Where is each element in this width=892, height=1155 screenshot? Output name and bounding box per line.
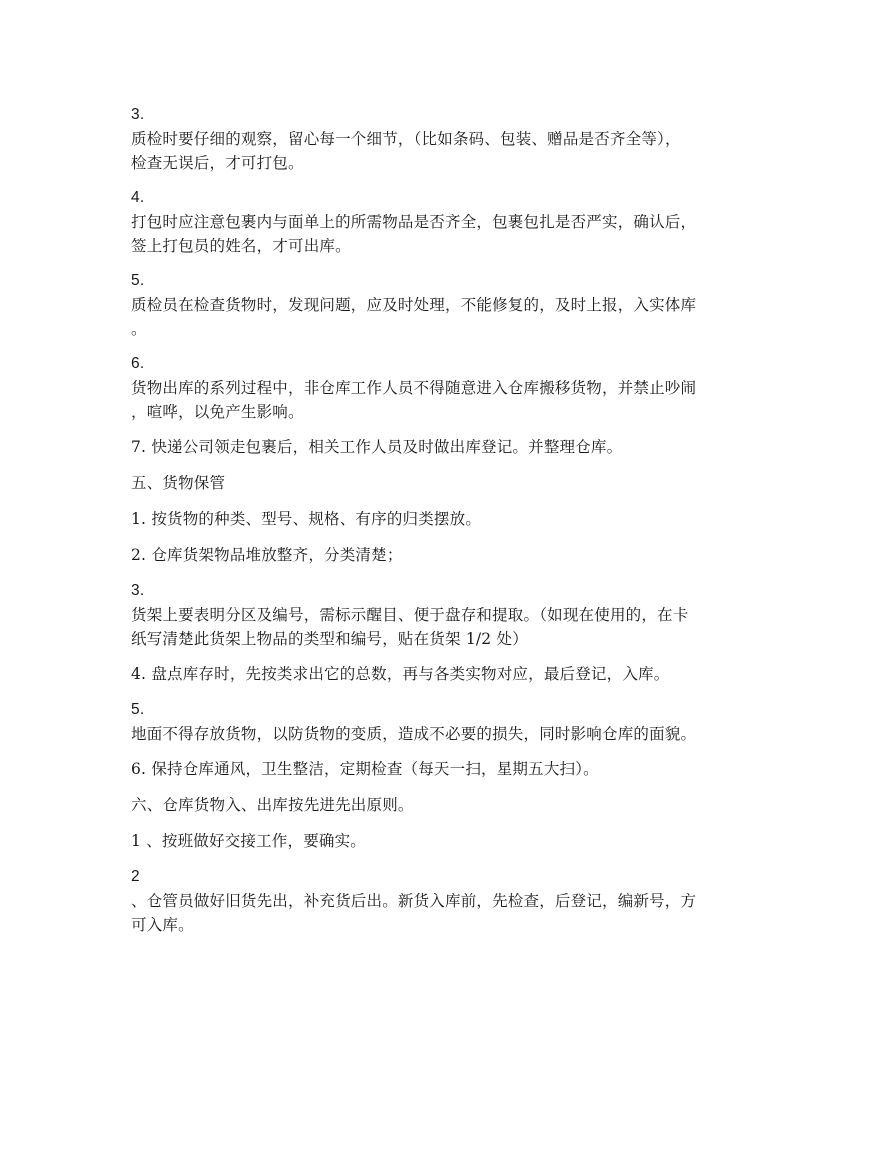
- paragraph-packing: [131, 186, 767, 258]
- paragraph-text: 、仓管员做好旧货先出，补充货后出。新货入库前，先检查，后登记，编新号，方 可入库。: [131, 892, 697, 934]
- paragraph-courier-pickup: [131, 435, 767, 459]
- paragraph-text: 质检员在检查货物时，发现问题，应及时处理，不能修复的，及时上报，入实体库 。: [131, 296, 697, 338]
- paragraph-text: 质检时要仔细的观察，留心每一个细节，（比如条码、包装、赠品是否齐全等）， 检查无误后，才可打包。: [131, 130, 681, 172]
- section-heading-text: 六、仓库货物入、出库按先进先出原则。: [131, 796, 414, 814]
- paragraph-text: 1. 按货物的种类、型号、规格、有序的归类摆放。: [131, 510, 482, 528]
- document-page: [131, 103, 767, 948]
- item-number: 5.: [131, 272, 145, 289]
- item-number: 5.: [131, 701, 145, 718]
- paragraph-shift-handover: [131, 829, 767, 853]
- paragraph-outbound-process: [131, 352, 767, 424]
- paragraph-text: 货架上要表明分区及编号，需标示醒目、便于盘存和提取。（如现在使用的，在卡 纸写清楚此货架上物品的类型和编号，贴在货架 1/2 处）: [131, 606, 689, 648]
- paragraph-text: 4. 盘点库存时，先按类求出它的总数，再与各类实物对应，最后登记，入库。: [131, 665, 670, 683]
- paragraph-ventilation: [131, 757, 767, 781]
- item-number: 4.: [131, 189, 145, 206]
- paragraph-sort-by-type: [131, 507, 767, 531]
- paragraph-text: 地面不得存放货物，以防货物的变质，造成不必要的损失，同时影响仓库的面貌。: [131, 725, 697, 743]
- paragraph-qc-inspect: [131, 103, 767, 175]
- section-heading-storage: [131, 471, 767, 495]
- section-heading-text: 五、货物保管: [131, 474, 226, 492]
- paragraph-text: 7. 快递公司领走包裹后，相关工作人员及时做出库登记。并整理仓库。: [131, 438, 623, 456]
- paragraph-shelf-tidy: [131, 543, 767, 567]
- item-number: 3.: [131, 106, 145, 123]
- paragraph-text: 1 、按班做好交接工作，要确实。: [131, 832, 366, 850]
- paragraph-inventory-count: [131, 662, 767, 686]
- item-number: 2: [131, 868, 140, 885]
- item-number: 6.: [131, 355, 145, 372]
- paragraph-qc-problem: [131, 269, 767, 341]
- paragraph-text: 打包时应注意包裹内与面单上的所需物品是否齐全，包裹包扎是否严实，确认后， 签上打包员的姓名，才可出库。: [131, 213, 697, 255]
- section-heading-fifo: [131, 793, 767, 817]
- paragraph-old-goods-first: [131, 865, 767, 937]
- item-number: 3.: [131, 582, 145, 599]
- paragraph-floor-storage: [131, 698, 767, 746]
- paragraph-shelf-labeling: [131, 579, 767, 651]
- paragraph-text: 货物出库的系列过程中，非仓库工作人员不得随意进入仓库搬移货物，并禁止吵闹 ，喧哗，以免产生影响。: [131, 379, 697, 421]
- paragraph-text: 6. 保持仓库通风，卫生整洁，定期检查（每天一扫，星期五大扫）。: [131, 760, 599, 778]
- paragraph-text: 2. 仓库货架物品堆放整齐，分类清楚；: [131, 546, 403, 564]
